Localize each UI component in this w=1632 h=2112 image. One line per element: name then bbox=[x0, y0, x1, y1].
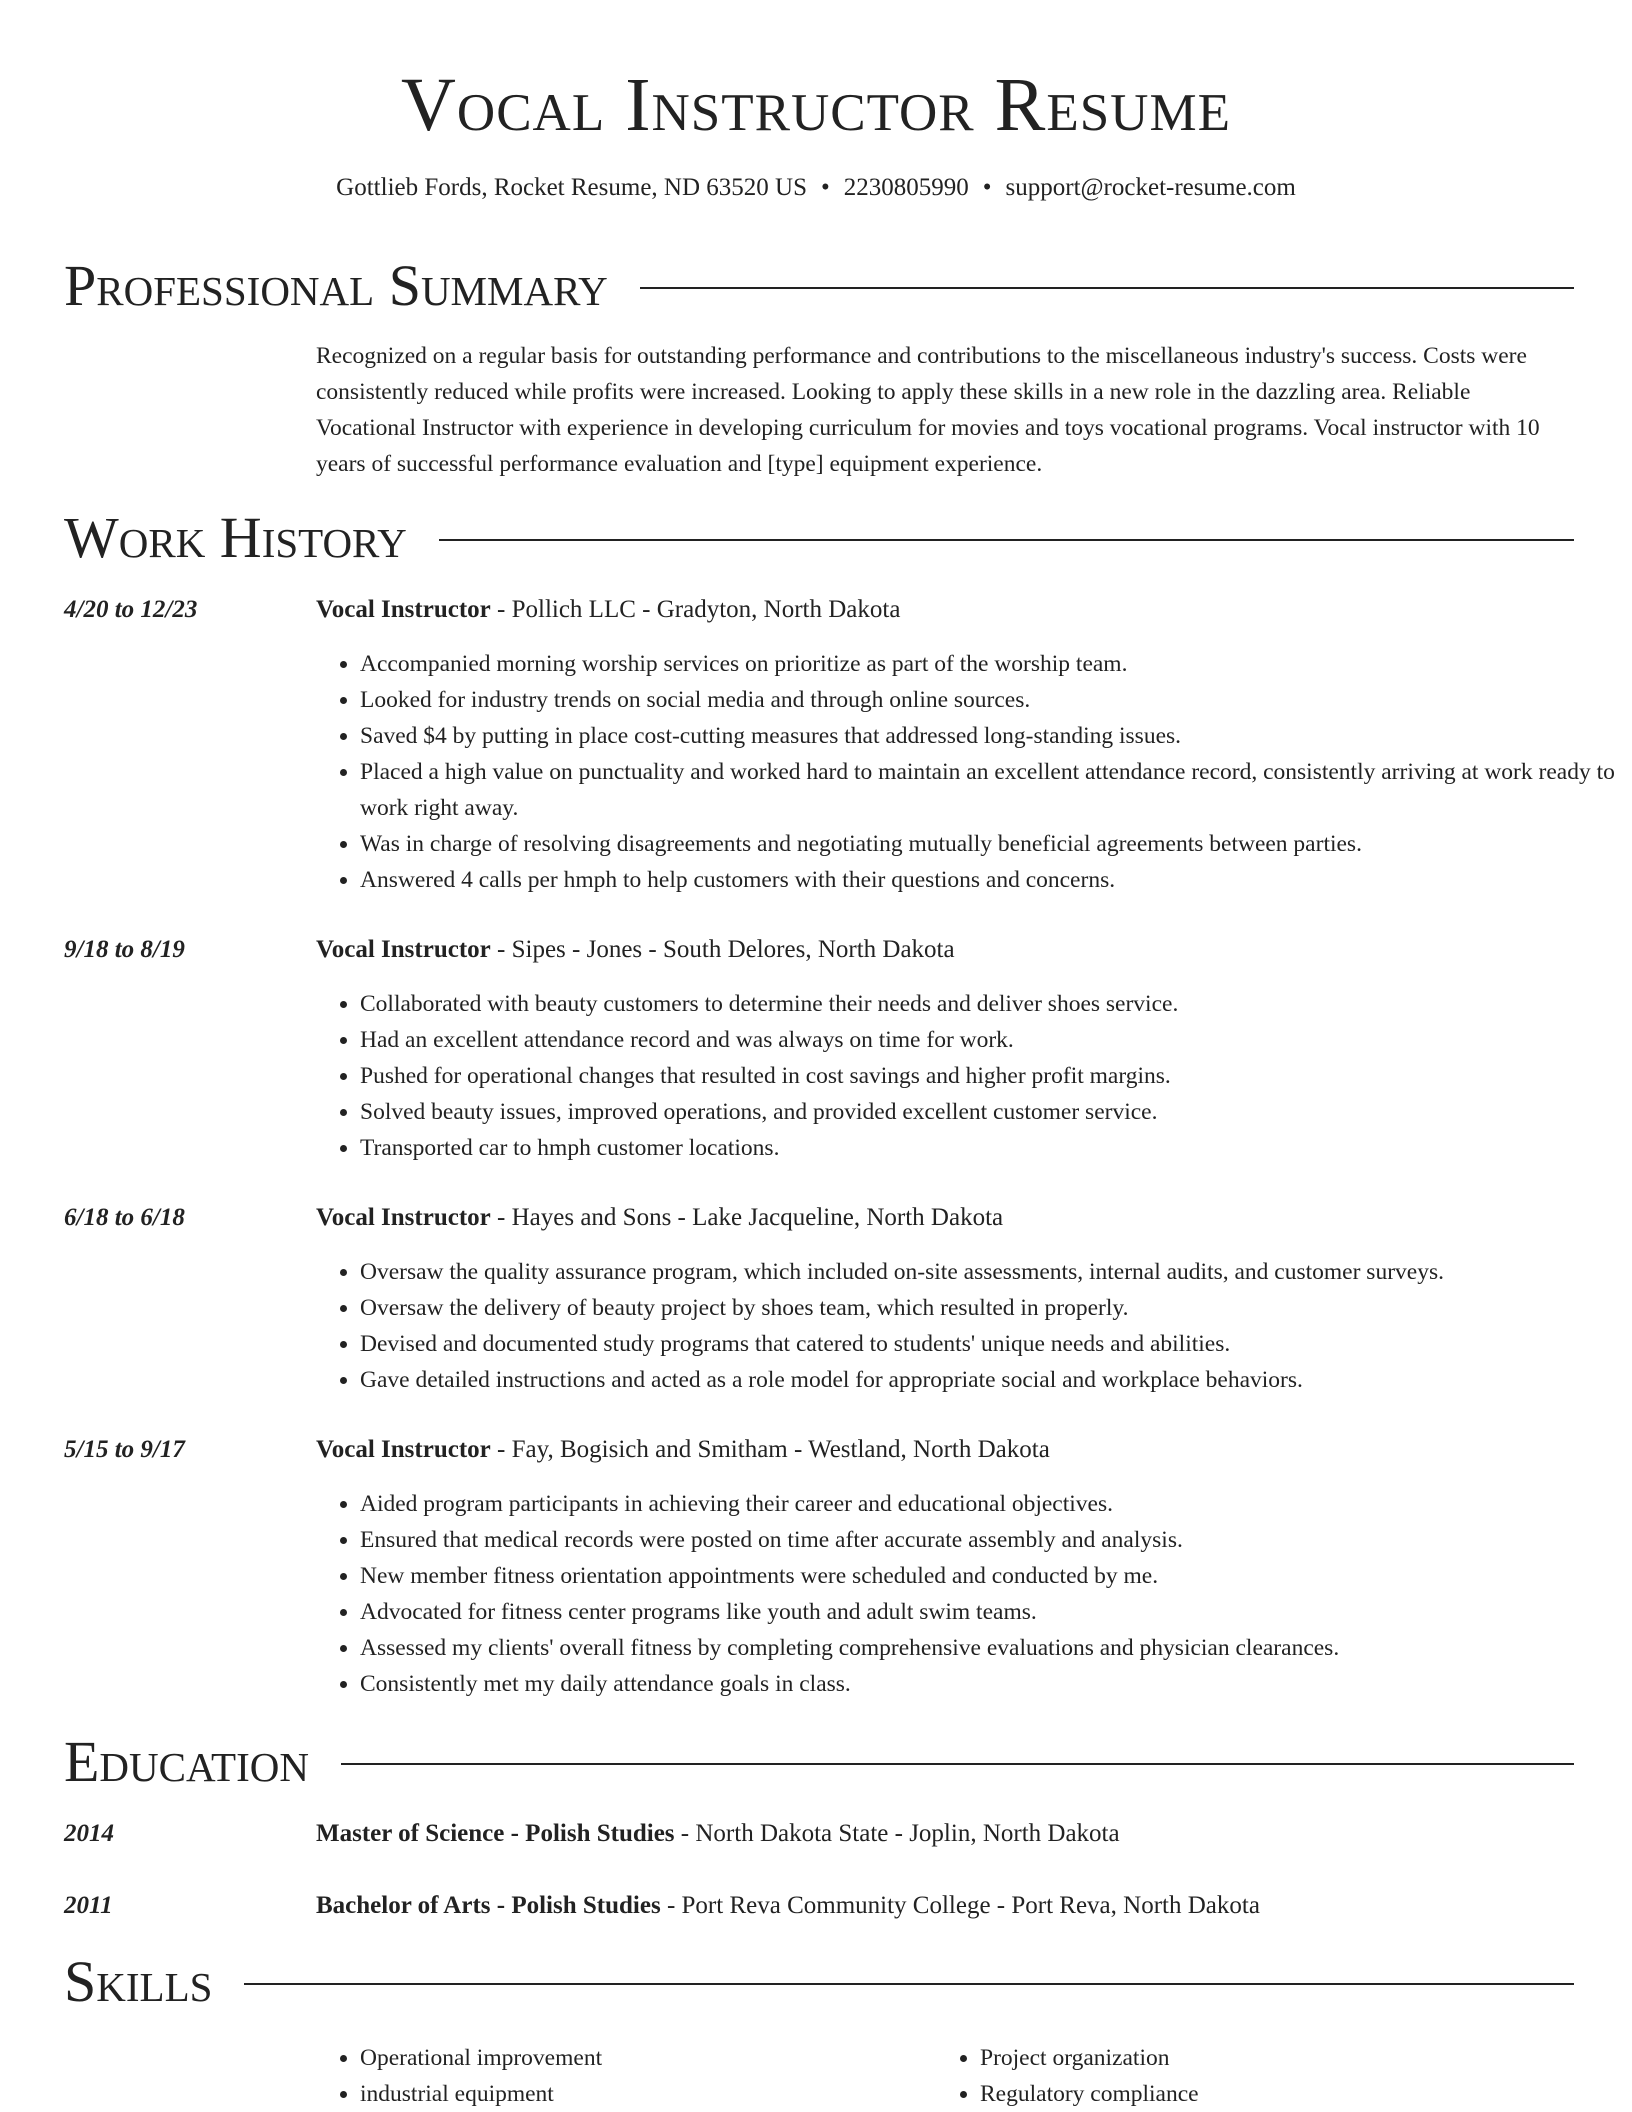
list-item: • Consistently met my daily attendance goals in class. bbox=[360, 1666, 1618, 1702]
job-details: - Fay, Bogisich and Smitham - Westland, North Dakota bbox=[490, 1436, 1050, 1463]
list-item: • Oversaw the delivery of beauty project by shoes team, which resulted in properly. bbox=[360, 1290, 1618, 1326]
contact-email: support@rocket-resume.com bbox=[1005, 174, 1296, 201]
list-item: • Operational improvement bbox=[360, 2040, 920, 2076]
job-dates: 9/18 to 8/19 bbox=[64, 936, 185, 963]
job-role: Vocal Instructor bbox=[316, 936, 491, 963]
summary-text: Recognized on a regular basis for outstanding performance and contributions to the miscellaneous industry's success. Costs were consistently reduced while profits were increased. Looking to apply these skills in a new role in the dazzling area. Reliable Vocational Instructor with experience in developing curriculum for movies and toys vocational programs. Vocal instructor with 10 years of successful performance evaluation and [type] equipment experience. bbox=[316, 343, 1540, 477]
contact-address: Gottlieb Fords, Rocket Resume, ND 63520 US bbox=[336, 174, 807, 201]
list-item: • Pushed for operational changes that resulted in cost savings and higher profit margins. bbox=[360, 1058, 1618, 1094]
list-item: • Oversaw the quality assurance program, which included on-site assessments, internal audits, and customer surveys. bbox=[360, 1254, 1618, 1290]
list-item: • Was in charge of resolving disagreements and negotiating mutually beneficial agreements between parties. bbox=[360, 826, 1618, 862]
list-item: • New member fitness orientation appointments were scheduled and conducted by me. bbox=[360, 1558, 1618, 1594]
job-dates: 6/18 to 6/18 bbox=[64, 1204, 185, 1231]
job-title bbox=[316, 1436, 1574, 1464]
education-degree: Bachelor of Arts - Polish Studies bbox=[316, 1892, 661, 1919]
job-role: Vocal Instructor bbox=[316, 1204, 491, 1231]
job-bullets bbox=[316, 1486, 1618, 1702]
section-divider bbox=[244, 1983, 1574, 1985]
education-details: - Port Reva Community College - Port Reva, North Dakota bbox=[660, 1892, 1260, 1919]
list-item: • Solved beauty issues, improved operations, and provided excellent customer service. bbox=[360, 1094, 1618, 1130]
list-item: • Accompanied morning worship services on prioritize as part of the worship team. bbox=[360, 646, 1618, 682]
work-heading: Work History bbox=[64, 505, 407, 570]
education-year: 2014 bbox=[64, 1820, 114, 1847]
job-title bbox=[316, 596, 1574, 624]
job-role: Vocal Instructor bbox=[316, 596, 491, 623]
job-details: - Sipes - Jones - South Delores, North Dakota bbox=[490, 936, 955, 963]
list-item: • Looked for industry trends on social media and through online sources. bbox=[360, 682, 1618, 718]
job-bullets bbox=[316, 1254, 1618, 1398]
job-dates: 5/15 to 9/17 bbox=[64, 1436, 185, 1463]
list-item: • Collaborated with beauty customers to determine their needs and deliver shoes service. bbox=[360, 986, 1618, 1022]
section-divider bbox=[640, 287, 1574, 289]
section-divider bbox=[439, 539, 1574, 541]
list-item: • Ensured that medical records were posted on time after accurate assembly and analysis. bbox=[360, 1522, 1618, 1558]
education-details: - North Dakota State - Joplin, North Dakota bbox=[674, 1820, 1120, 1847]
education-degree: Master of Science - Polish Studies bbox=[316, 1820, 675, 1847]
resume-title: Vocal Instructor Resume bbox=[401, 63, 1231, 147]
list-item: • Placed a high value on punctuality and worked hard to maintain an excellent attendance record, consistently arriving at work ready to work right away. bbox=[360, 754, 1618, 826]
job-title bbox=[316, 936, 1574, 964]
list-item: • Had an excellent attendance record and was always on time for work. bbox=[360, 1022, 1618, 1058]
list-item: • Gave detailed instructions and acted as a role model for appropriate social and workplace behaviors. bbox=[360, 1362, 1618, 1398]
education-heading: Education bbox=[64, 1729, 309, 1794]
list-item: • Assessed my clients' overall fitness by completing comprehensive evaluations and physician clearances. bbox=[360, 1630, 1618, 1666]
education-section-header bbox=[64, 1728, 1574, 1795]
job-details: - Hayes and Sons - Lake Jacqueline, North Dakota bbox=[490, 1204, 1004, 1231]
list-item: • Aided program participants in achieving their career and educational objectives. bbox=[360, 1486, 1618, 1522]
list-item: • Transported car to hmph customer locations. bbox=[360, 1130, 1618, 1166]
skills-section-header bbox=[64, 1948, 1574, 2015]
job-title bbox=[316, 1204, 1574, 1232]
skills-list-left bbox=[316, 2040, 920, 2112]
list-item: • Answered 4 calls per hmph to help customers with their questions and concerns. bbox=[360, 862, 1618, 898]
job-bullets bbox=[316, 646, 1618, 898]
work-section-header bbox=[64, 504, 1574, 571]
list-item: • industrial equipment bbox=[360, 2076, 920, 2112]
list-item: • Advocated for fitness center programs like youth and adult swim teams. bbox=[360, 1594, 1618, 1630]
summary-section-header bbox=[64, 252, 1574, 319]
job-details: - Pollich LLC - Gradyton, North Dakota bbox=[490, 596, 901, 623]
job-bullets bbox=[316, 986, 1618, 1166]
contact-separator: • bbox=[821, 174, 830, 201]
education-entry bbox=[316, 1820, 1574, 1848]
summary-heading: Professional Summary bbox=[64, 253, 608, 318]
section-divider bbox=[341, 1763, 1574, 1765]
list-item: • Regulatory compliance bbox=[980, 2076, 1540, 2112]
list-item: • Devised and documented study programs that catered to students' unique needs and abilities. bbox=[360, 1326, 1618, 1362]
education-year: 2011 bbox=[64, 1892, 113, 1919]
list-item: • Project organization bbox=[980, 2040, 1540, 2076]
job-role: Vocal Instructor bbox=[316, 1436, 491, 1463]
contact-phone: 2230805990 bbox=[843, 174, 969, 201]
list-item: • Saved $4 by putting in place cost-cutting measures that addressed long-standing issues. bbox=[360, 718, 1618, 754]
skills-list-right bbox=[936, 2040, 1540, 2112]
job-dates: 4/20 to 12/23 bbox=[64, 596, 198, 623]
contact-line bbox=[0, 174, 1632, 202]
skills-heading: Skills bbox=[64, 1949, 213, 2014]
education-entry bbox=[316, 1892, 1574, 1920]
contact-separator: • bbox=[982, 174, 992, 201]
